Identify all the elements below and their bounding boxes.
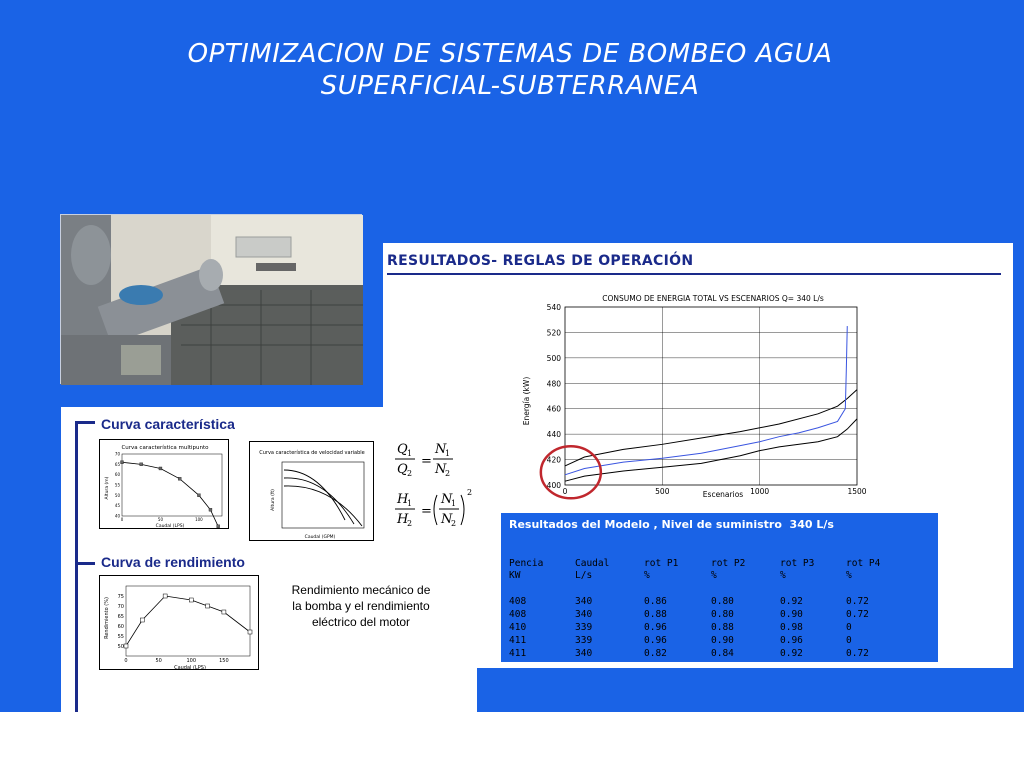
energy-chart-ytick: 520 [546, 328, 561, 338]
table-cell: 411 [509, 648, 527, 659]
table-cell: 0.98 [780, 622, 803, 633]
mini3-ytick: 75 [117, 594, 124, 600]
energy-chart-highlight-circle [541, 446, 601, 498]
energy-chart-ytick: 480 [546, 379, 561, 389]
energy-chart-ylabel: Energía (kW) [522, 376, 531, 426]
energy-chart-ytick: 460 [546, 404, 561, 414]
table-title: Resultados del Modelo , Nivel de suministro 340 L/s [509, 518, 834, 531]
mini1-ytick: 45 [114, 503, 120, 509]
mini3-ytick: 60 [117, 624, 124, 630]
table-cell: 0.84 [711, 648, 734, 659]
table-cell: 410 [509, 622, 527, 633]
svg-text:=: = [421, 454, 432, 469]
mini-chart-multipunto [99, 439, 229, 529]
mini1-ytick: 60 [114, 472, 120, 478]
energy-chart-xlabel: Escenarios [702, 490, 744, 499]
mini3-ytick: 65 [117, 614, 124, 620]
energy-chart-ytick: 420 [546, 455, 561, 465]
mini1-ytick: 65 [114, 461, 120, 467]
mini-chart-velocidad-variable [249, 441, 374, 541]
table-cell: 340 [575, 596, 593, 607]
mini1-ytick: 40 [114, 513, 120, 519]
table-header-cell: rot P4 [846, 558, 881, 569]
energy-chart-xtick: 0 [562, 487, 568, 496]
table-cell: 0.92 [780, 596, 803, 607]
table-header-cell: KW [509, 570, 521, 581]
svg-text:2: 2 [451, 519, 457, 528]
table-cell: 340 [575, 609, 593, 620]
mini-chart-rendimiento-svg [100, 576, 260, 671]
mini1-ytick: 55 [114, 482, 120, 488]
mini3-ylabel: Rendimiento (%) [104, 597, 110, 639]
table-header-cell: rot P2 [711, 558, 746, 569]
slide-title [60, 38, 960, 102]
table-header-cell: rot P1 [644, 558, 679, 569]
mini1-ytick: 70 [114, 451, 120, 457]
bracket-tick-2 [75, 562, 95, 565]
mini3-point [206, 604, 210, 608]
energy-chart-series-3 [565, 419, 857, 481]
mini3-frame [126, 586, 250, 656]
mini3-xtick: 150 [219, 658, 229, 664]
table-cell: 0.88 [644, 609, 667, 620]
svg-text:2: 2 [467, 488, 473, 497]
mini2-title: Curva característica de velocidad variable [259, 450, 365, 456]
table-cell: 0.96 [644, 622, 667, 633]
energy-chart-frame [565, 307, 857, 485]
svg-text:Q: Q [397, 442, 408, 457]
energy-chart-series-1 [565, 390, 857, 466]
mini3-ytick: 70 [117, 604, 124, 610]
table-cell: 0.96 [644, 635, 667, 646]
table-cell: 411 [509, 635, 527, 646]
energy-chart-xtick: 1000 [750, 487, 770, 496]
svg-text:N: N [435, 442, 447, 457]
energy-chart-xtick: 500 [655, 487, 670, 496]
table-cell: 0.88 [711, 622, 734, 633]
svg-text:H: H [397, 492, 409, 507]
table-cell: 0.80 [711, 609, 734, 620]
table-cell: 0 [846, 622, 852, 633]
svg-text:1: 1 [407, 449, 413, 458]
mini1-point [121, 461, 124, 464]
mini1-frame [122, 454, 222, 516]
table-cell: 0.72 [846, 609, 869, 620]
mini1-ylabel: Altura (m) [105, 476, 110, 500]
mini3-xtick: 0 [124, 658, 128, 664]
table-header-cell: % [846, 570, 852, 581]
svg-text:N: N [441, 512, 453, 527]
mini3-point [248, 630, 252, 634]
mini1-point [217, 525, 220, 528]
svg-text:=: = [421, 504, 432, 519]
bracket-line [75, 421, 78, 717]
mini3-point [124, 644, 128, 648]
mini2-frame [282, 462, 364, 528]
mini1-xlabel: Caudal (LPS) [155, 524, 185, 529]
bottom-strip [0, 712, 1024, 768]
table-header-cell: Pencia [509, 558, 544, 569]
energy-chart-ytick: 440 [546, 430, 561, 440]
results-heading: RESULTADOS- REGLAS DE OPERACIÓN [387, 253, 694, 269]
table-cell: 0.82 [644, 648, 667, 659]
mini2-xlabel: Caudal (GPM) [304, 535, 336, 540]
mini1-point [140, 463, 143, 466]
svg-text:Q: Q [397, 462, 408, 477]
mini3-curve [126, 596, 250, 646]
table-header-cell: Caudal [575, 558, 610, 569]
mini3-point [222, 610, 226, 614]
table-cell: 0.92 [780, 648, 803, 659]
mini3-ytick: 50 [117, 644, 124, 650]
table-header-cell: rot P3 [780, 558, 815, 569]
svg-text:2: 2 [407, 519, 413, 528]
energy-chart-svg [513, 291, 867, 501]
svg-text:2: 2 [445, 469, 451, 478]
mini2-curve-3 [284, 486, 362, 526]
mini3-point [163, 594, 167, 598]
mini1-point [197, 494, 200, 497]
mini1-curve [122, 462, 218, 526]
mini1-xtick: 0 [120, 517, 124, 522]
table-cell: 0.90 [780, 609, 803, 620]
mini2-curve-1 [284, 470, 345, 520]
table-header-cell: L/s [575, 570, 593, 581]
svg-text:1: 1 [451, 499, 457, 508]
mini3-ytick: 55 [117, 634, 124, 640]
mini1-xtick: 50 [157, 517, 164, 522]
table-cell: 0.80 [711, 596, 734, 607]
energy-chart-ytick: 540 [546, 303, 561, 312]
table-header-cell: % [780, 570, 786, 581]
mini3-xtick: 100 [186, 658, 197, 664]
section-curva-caracteristica: Curva característica [101, 416, 235, 432]
svg-text:N: N [441, 492, 453, 507]
energy-chart-xtick: 1500 [847, 487, 867, 496]
mini1-title: Curva característica multipunto [121, 445, 209, 451]
mini1-point [159, 467, 162, 470]
table-cell: 408 [509, 609, 527, 620]
mini3-xlabel: Caudal (LPS) [174, 665, 206, 671]
pump-station-photo [60, 214, 362, 384]
mini2-ylabel: Altura (ft) [271, 489, 276, 511]
mini-chart-multipunto-svg [100, 440, 230, 530]
svg-text:1: 1 [445, 449, 451, 458]
mini3-point [140, 618, 144, 622]
table-cell: 0.86 [644, 596, 667, 607]
bracket-tick-1 [75, 421, 95, 424]
table-cell: 0.96 [780, 635, 803, 646]
energy-chart-ytick: 500 [546, 353, 561, 363]
slide-title-line1: OPTIMIZACION DE SISTEMAS DE BOMBEO AGUA [187, 39, 833, 69]
table-cell: 0.72 [846, 596, 869, 607]
table-header-cell: % [711, 570, 717, 581]
svg-text:H: H [397, 512, 409, 527]
svg-text:N: N [435, 462, 447, 477]
results-table [501, 513, 938, 662]
table-cell: 0 [846, 635, 852, 646]
table-cell: 339 [575, 635, 593, 646]
energy-chart [513, 291, 867, 501]
energy-chart-ytick: 400 [546, 481, 561, 490]
mini3-xtick: 50 [155, 658, 162, 664]
mini1-ytick: 50 [114, 492, 120, 498]
mini1-xtick: 100 [195, 517, 203, 522]
section-curva-rendimiento: Curva de rendimiento [101, 554, 245, 570]
mini3-point [189, 598, 193, 602]
curves-panel [61, 407, 477, 737]
mini1-point [178, 477, 181, 480]
table-cell: 0.90 [711, 635, 734, 646]
rendimiento-description: Rendimiento mecánico de la bomba y el rendimiento eléctrico del motor [291, 583, 431, 629]
svg-text:2: 2 [407, 469, 413, 478]
table-cell: 339 [575, 622, 593, 633]
table-cell: 340 [575, 648, 593, 659]
table-cell: 408 [509, 596, 527, 607]
energy-chart-title: CONSUMO DE ENERGIA TOTAL VS ESCENARIOS Q= 340 L/s [602, 294, 824, 303]
affinity-laws-formula [391, 437, 481, 537]
mini-chart-rendimiento [99, 575, 259, 670]
mini1-point [209, 508, 212, 511]
svg-text:1: 1 [407, 499, 413, 508]
table-cell: 0.72 [846, 648, 869, 659]
table-header-cell: % [644, 570, 650, 581]
mini-chart-velocidad-variable-svg [250, 442, 375, 542]
results-divider [387, 273, 1001, 275]
slide-title-line2: SUPERFICIAL-SUBTERRANEA [320, 71, 700, 101]
